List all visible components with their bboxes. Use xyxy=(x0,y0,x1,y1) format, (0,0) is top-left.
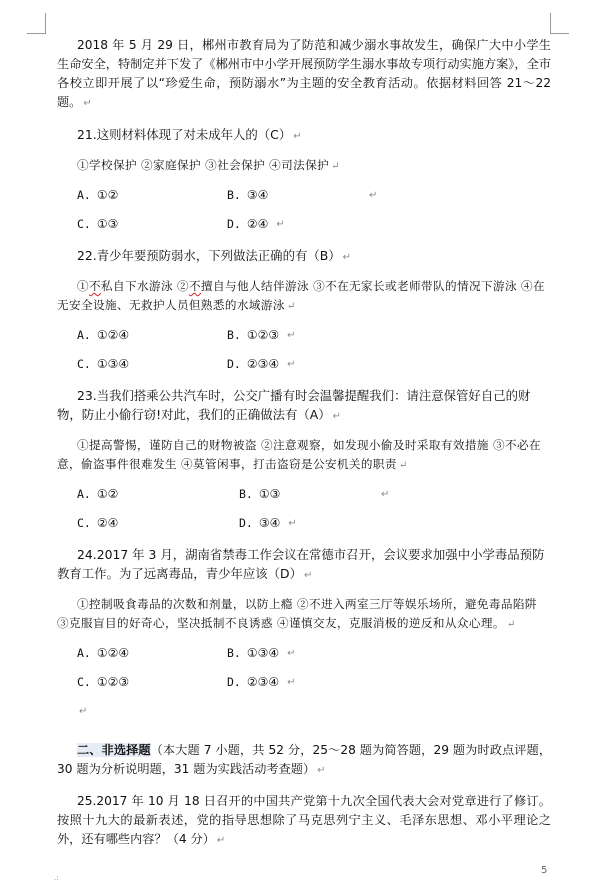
question-22 xyxy=(57,246,551,374)
option-value: ①② xyxy=(96,487,119,501)
option-value: ②④ xyxy=(246,217,269,231)
option-letter: D. xyxy=(227,675,241,689)
option-letter: D. xyxy=(239,516,253,530)
option-c xyxy=(77,514,239,533)
footer-paragraph-mark: .: xyxy=(54,874,59,882)
option-a xyxy=(77,644,227,663)
option-a xyxy=(77,326,227,345)
option-d xyxy=(227,215,285,234)
paragraph-mark-icon: ↵ xyxy=(79,706,88,717)
option-value: ①②③ xyxy=(96,675,130,689)
option-value: ②③④ xyxy=(246,357,280,371)
option-value: ①② xyxy=(96,188,119,202)
section-heading: 二、非选择题 xyxy=(77,743,151,757)
option-b xyxy=(239,485,379,504)
paragraph-mark-icon: ↵ xyxy=(276,219,285,230)
question-stem-text: 22.青少年要预防弱水，下列做法正确的有（B） xyxy=(77,248,341,263)
options-row xyxy=(57,514,551,533)
option-letter: A. xyxy=(77,328,91,342)
option-d xyxy=(239,514,297,533)
paragraph-mark-icon: ↵ xyxy=(398,460,408,471)
paragraph-mark-icon: ↵ xyxy=(287,677,296,688)
option-c xyxy=(77,355,227,374)
question-statements xyxy=(57,277,551,316)
options-row xyxy=(57,355,551,374)
option-c xyxy=(77,215,227,234)
option-value: ①③ xyxy=(96,217,119,231)
question-statements xyxy=(57,595,551,634)
paragraph-mark-icon: ↵ xyxy=(342,252,352,263)
page-number: 5 xyxy=(541,865,548,876)
paragraph-mark-icon: ↵ xyxy=(287,330,296,341)
empty-paragraph xyxy=(57,702,551,721)
question-stem-text: 23.当我们搭乘公共汽车时，公交广播有时会温馨提醒我们：请注意保管好自己的财物，防止小偷行窃!对此，我们的正确做法有（A） xyxy=(57,388,531,422)
option-value: ①③ xyxy=(258,487,281,501)
paragraph-mark-icon: ↵ xyxy=(216,835,226,846)
option-value: ①③④ xyxy=(96,357,130,371)
spellcheck-flagged-word[interactable]: 不 xyxy=(189,279,202,293)
statements-text: ①提高警惕，谨防自己的财物被盗 ②注意观察，如发现小偷及时采取有效措施 ③不必在意，偷盗事件很难发生 ④莫管闲事，打击盗窃是公安机关的职责 xyxy=(57,438,541,471)
option-value: ③④ xyxy=(258,516,281,530)
option-b xyxy=(227,186,367,205)
paragraph-mark-icon: ↵ xyxy=(317,765,326,776)
option-letter: D. xyxy=(227,217,241,231)
page-corner-mark-top-right xyxy=(550,13,569,34)
option-a xyxy=(77,186,227,205)
paragraph-mark-icon: ↵ xyxy=(332,411,342,422)
option-a xyxy=(77,485,239,504)
paragraph-mark-icon: ↵ xyxy=(331,161,340,172)
question-stem xyxy=(57,246,551,267)
options-row xyxy=(57,673,551,692)
paragraph-mark-icon: ↵ xyxy=(83,98,92,109)
paragraph-mark-icon: ↵ xyxy=(287,648,296,659)
statements-text: ①控制吸食毒品的次数和剂量，以防上瘾 ②不进入两室三厅等娱乐场所，避免毒品陷阱 ③克服盲目的好奇心，坚决抵制不良诱惑 ④谨慎交友，克服消极的逆反和从众心理。 xyxy=(57,597,537,630)
option-letter: A. xyxy=(77,487,91,501)
option-letter: B. xyxy=(227,328,241,342)
paragraph-mark-icon: ↵ xyxy=(506,619,516,630)
option-letter: C. xyxy=(77,675,91,689)
option-value: ②④ xyxy=(96,516,119,530)
paragraph-mark-icon: ↵ xyxy=(293,131,302,142)
statements-text: ①学校保护 ②家庭保护 ③社会保护 ④司法保护 xyxy=(77,158,330,172)
option-c xyxy=(77,673,227,692)
question-24 xyxy=(57,545,551,721)
page-corner-mark-top-left xyxy=(27,13,46,34)
option-letter: C. xyxy=(77,357,91,371)
question-25 xyxy=(57,792,551,850)
paragraph-mark-icon: ↵ xyxy=(286,301,296,312)
question-stem-text: 24.2017 年 3 月，湖南省禁毒工作会议在常德市召开，会议要求加强中小学毒品预防教育工作。为了远离毒品，青少年应该（D） xyxy=(57,547,545,581)
document-page xyxy=(57,36,551,850)
option-letter: C. xyxy=(77,516,91,530)
statement-number: ① xyxy=(77,279,89,293)
question-stem xyxy=(57,545,551,585)
question-stem-text: 25.2017 年 10 月 18 日召开的中国共产党第十九次全国代表大会对党章进行了修订。按照十九大的最新表述，党的指导思想除了马克思列宁主义、毛泽东思想、邓小平理论之外，还有哪些内容？（4 分） xyxy=(57,794,551,846)
spellcheck-flagged-word[interactable]: 不 xyxy=(89,279,101,293)
option-b xyxy=(227,644,296,663)
intro-text: 2018 年 5 月 29 日，郴州市教育局为了防范和减少溺水事故发生，确保广大中小学生生命安全，特制定并下发了《郴州市中小学开展预防学生溺水事故专项行动实施方案》，全市各校立即开展了以“珍爱生命，预防溺水”为主题的安全教育活动。依据材料回答 21～22 题。 xyxy=(57,38,551,109)
question-stem-text: 21.这则材料体现了对未成年人的（C） xyxy=(77,127,292,142)
statements-text: 擅自与他人结伴游泳 ③不在无家长或老师带队的情况下游泳 ④在无安全设施、无救护人员但熟悉的水域游泳 xyxy=(57,279,546,312)
option-letter: C. xyxy=(77,217,91,231)
option-value: ③④ xyxy=(246,188,269,202)
option-letter: B. xyxy=(227,646,241,660)
question-stem xyxy=(57,125,551,146)
section-2-heading-paragraph xyxy=(57,741,551,780)
option-letter: B. xyxy=(239,487,253,501)
options-row xyxy=(57,326,551,345)
intro-paragraph xyxy=(57,36,551,113)
options-row xyxy=(57,485,551,504)
options-row xyxy=(57,215,551,234)
option-d xyxy=(227,673,296,692)
option-letter: A. xyxy=(77,188,91,202)
option-value: ②③④ xyxy=(246,675,280,689)
option-value: ①②③ xyxy=(246,328,280,342)
paragraph-mark-icon: ↵ xyxy=(381,489,390,500)
paragraph-mark-icon: ↵ xyxy=(369,190,378,201)
option-d xyxy=(227,355,296,374)
option-letter: A. xyxy=(77,646,91,660)
option-letter: D. xyxy=(227,357,241,371)
section-note: （本大题 7 小题，共 52 分，25～28 题为简答题，29 题为时政点评题，30 题为分析说明题，31 题为实践活动考查题） xyxy=(57,743,552,776)
option-value: ①②④ xyxy=(96,328,130,342)
paragraph-mark-icon: ↵ xyxy=(303,570,313,581)
paragraph-mark-icon: ↵ xyxy=(288,518,297,529)
paragraph-mark-icon: ↵ xyxy=(287,359,296,370)
option-value: ①③④ xyxy=(246,646,280,660)
options-row xyxy=(57,186,551,205)
question-statements xyxy=(57,436,551,475)
question-statements xyxy=(57,156,551,176)
options-row xyxy=(57,644,551,663)
question-23 xyxy=(57,386,551,533)
option-letter: B. xyxy=(227,188,241,202)
question-21 xyxy=(57,125,551,234)
question-stem xyxy=(57,386,551,426)
statements-text: 私自下水游泳 ② xyxy=(101,279,190,293)
option-value: ①②④ xyxy=(96,646,130,660)
option-b xyxy=(227,326,296,345)
